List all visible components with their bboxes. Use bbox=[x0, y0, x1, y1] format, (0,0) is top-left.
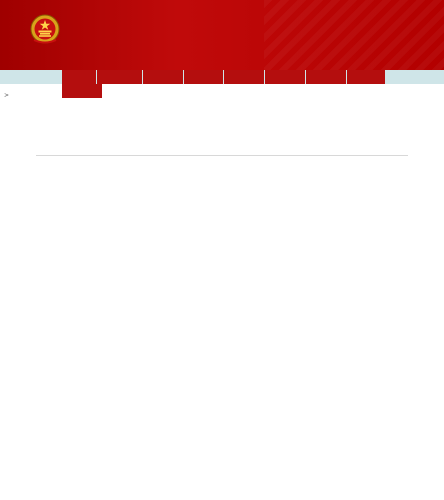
nav-portuguese[interactable] bbox=[62, 84, 102, 98]
nav-consular-affairs[interactable] bbox=[306, 70, 346, 84]
nav-ambassador[interactable] bbox=[97, 70, 142, 84]
nav-contact-us[interactable] bbox=[347, 70, 385, 84]
nav-china-brazil-relations[interactable] bbox=[184, 70, 223, 84]
secondary-nav bbox=[62, 84, 103, 98]
site-header bbox=[0, 0, 444, 70]
header-watermark bbox=[264, 0, 444, 70]
title-divider bbox=[36, 155, 408, 156]
nav-brazil-news[interactable] bbox=[265, 70, 305, 84]
breadcrumb-separator: > bbox=[4, 92, 10, 99]
article-content bbox=[36, 148, 408, 500]
breadcrumb bbox=[4, 92, 9, 99]
main-nav bbox=[62, 70, 386, 84]
nav-home[interactable] bbox=[62, 70, 96, 84]
national-emblem-icon bbox=[30, 12, 60, 46]
nav-embassy-activities[interactable] bbox=[143, 70, 183, 84]
nav-china-news[interactable] bbox=[224, 70, 264, 84]
